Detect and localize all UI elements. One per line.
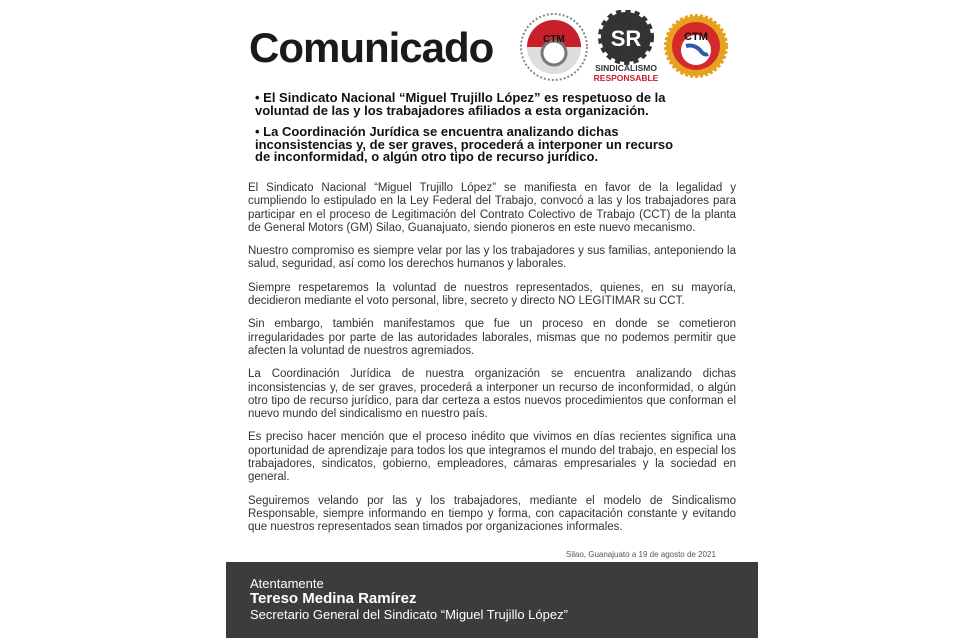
signature-block bbox=[226, 562, 758, 638]
place-date: Silao, Guanajuato a 19 de agosto de 2021 bbox=[566, 550, 716, 559]
ctm-logo bbox=[664, 14, 728, 78]
paragraph: Nuestro compromiso es siempre velar por las y los trabajadores y sus familias, anteponiendo la salud, seguridad, así como los derechos humanos y laborales. bbox=[248, 245, 736, 271]
ctm-logo-text: CTM bbox=[684, 31, 708, 43]
sr-caption-1: SINDICALISMO bbox=[595, 63, 657, 73]
paragraph: Siempre respetaremos la voluntad de nuestros representados, quienes, en su mayoría, decidieron mediante el voto personal, libre, secreto y directo NO LEGITIMAR su CCT. bbox=[248, 281, 736, 308]
closing: Atentamente bbox=[250, 576, 324, 591]
paragraph: La Coordinación Jurídica de nuestra organización se encuentra analizando dichas inconsistencias y, de ser graves, procederá a interponer un recurso de inconformidad, o algún otro tipo de recurso jurídico, para dar certeza a estos nuevos procedimientos que conforman el nuevo mundo del sindicalismo en nuestro país. bbox=[248, 368, 736, 421]
page-title: Comunicado bbox=[249, 24, 494, 71]
bullet-point: • La Coordinación Jurídica se encuentra analizando dichas inconsistencias y, de ser graves, procederá a interponer un recurso de inconformidad, o algún otro tipo de recurso jurídico. bbox=[255, 124, 674, 164]
sindicalismo-responsable-logo bbox=[588, 10, 664, 82]
paragraph: Seguiremos velando por las y los trabajadores, mediante el modelo de Sindicalismo Responsable, siempre informando en tiempo y forma, con capacitación constante y evitando que nuestros representados sean timados por organizaciones informales. bbox=[248, 494, 736, 534]
key-points bbox=[255, 92, 675, 173]
paragraph: El Sindicato Nacional “Miguel Trujillo López” se manifiesta en favor de la legalidad y cumpliendo lo estipulado en la Ley Federal del Trabajo, convocó a las y los trabajadores para participar en el proceso de Legitimación del Contrato Colectivo de Trabajo (CCT) de la planta de General Motors (GM) Silao, Guanajuato, siendo pioneros en este nuevo mecanismo. bbox=[248, 182, 736, 234]
sr-caption-2: RESPONSABLE bbox=[593, 73, 659, 82]
bullet-point: • El Sindicato Nacional “Miguel Trujillo López” es respetuoso de la voluntad de las y los trabajadores afiliados a esta organización. bbox=[255, 90, 666, 118]
statement-body bbox=[248, 182, 736, 545]
ctm-sindicato-logo bbox=[520, 13, 588, 81]
sr-logo-text: SR bbox=[610, 26, 642, 51]
paragraph: Es preciso hacer mención que el proceso inédito que vivimos en días recientes significa una oportunidad de aprendizaje para todos los que integramos el mundo del trabajo, en especial los trabajadores, sindicatos, gobierno, empleadores, cámaras empresariales y la sociedad en general. bbox=[248, 431, 736, 484]
ctm-logo-text: CTM bbox=[543, 34, 565, 45]
signer-name: Tereso Medina Ramírez bbox=[250, 590, 417, 607]
paragraph: Sin embargo, también manifestamos que fue un proceso en donde se cometieron irregularidades por parte de las autoridades laborales, mismas que no podemos permitir que afecten la voluntad de nuestros agremiados. bbox=[248, 318, 736, 357]
signer-role: Secretario General del Sindicato “Miguel Trujillo López” bbox=[250, 607, 568, 622]
